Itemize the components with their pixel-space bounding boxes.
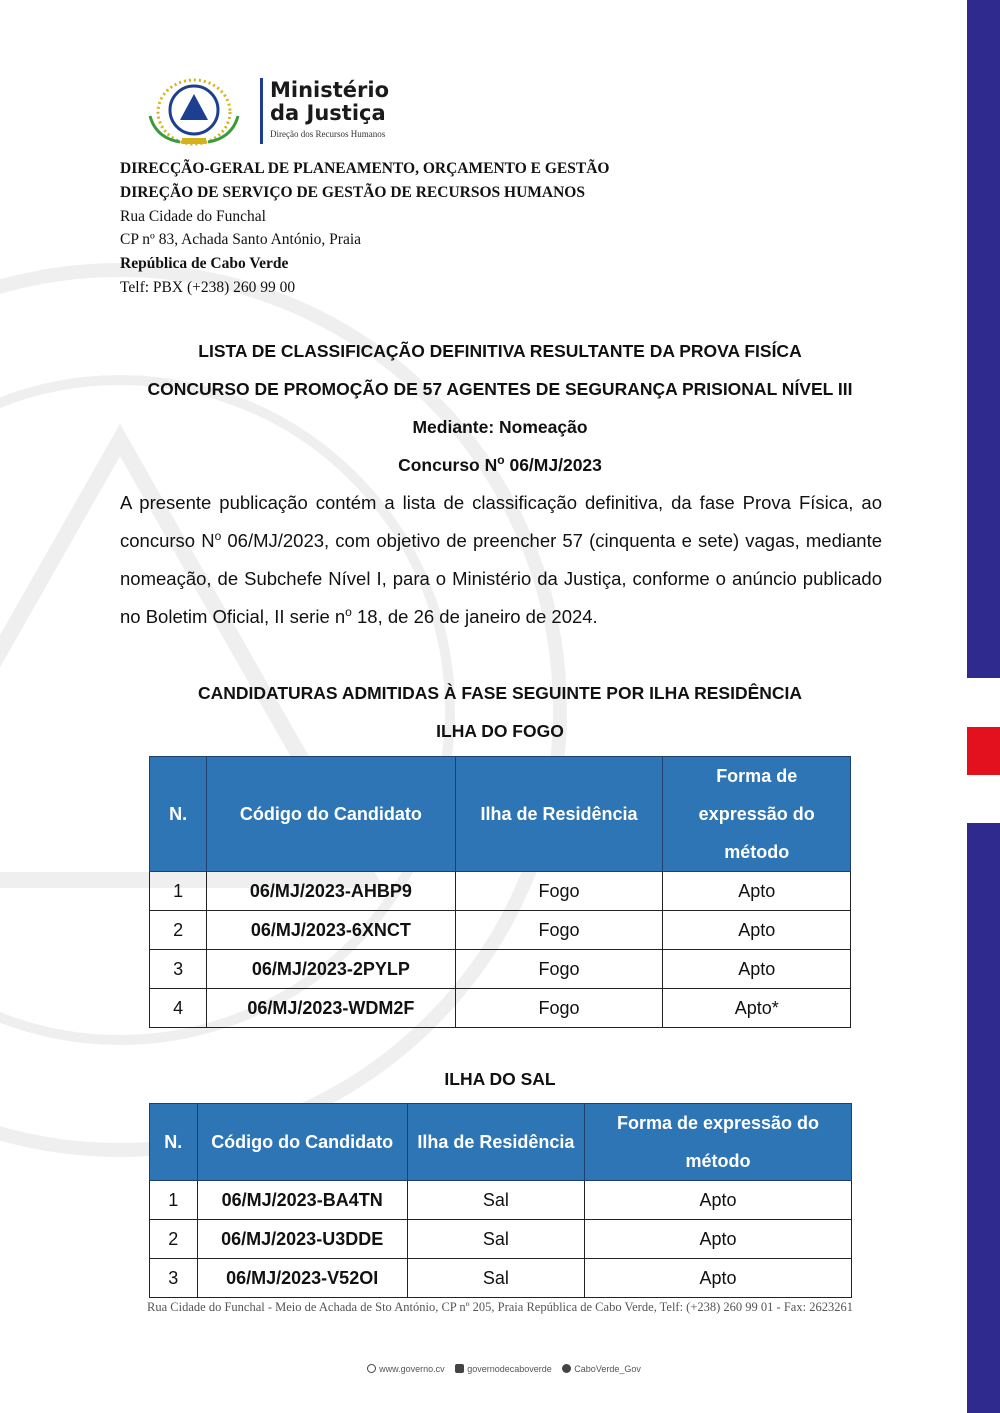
cell-n: 1 [150, 1181, 198, 1220]
social-links [0, 1364, 1000, 1374]
document-subtitle: CONCURSO DE PROMOÇÃO DE 57 AGENTES DE SEGURANÇA PRISIONAL NÍVEL III [147, 379, 853, 399]
cell-code: 06/MJ/2023-AHBP9 [207, 872, 455, 911]
header-code: Código do Candidato [197, 1104, 407, 1181]
address-line: CP nº 83, Achada Santo António, Praia [120, 231, 362, 249]
globe-icon [367, 1364, 376, 1373]
cell-code: 06/MJ/2023-2PYLP [207, 950, 455, 989]
address-block [120, 157, 609, 300]
table-header-row [150, 1104, 852, 1181]
table-row [150, 911, 851, 950]
twitter-link[interactable]: CaboVerde_Gov [574, 1364, 641, 1374]
cell-n: 4 [150, 989, 207, 1028]
header-island: Ilha de Residência [407, 1104, 584, 1181]
cell-n: 3 [150, 950, 207, 989]
table-row [150, 872, 851, 911]
document-mode: Mediante: Nomeação [412, 417, 588, 437]
cell-n: 2 [150, 1220, 198, 1259]
address-line: DIRECÇÃO-GERAL DE PLANEAMENTO, ORÇAMENTO E GESTÃO [120, 160, 610, 177]
intro-paragraph: A presente publicação contém a lista de classificação definitiva, da fase Prova Física, ao concurso $N^o$ 06/MJ/2023, com objetivo de preencher 57 (cinquenta e sete) vagas, mediante nomeação, de Subchefe Nível I, para o Ministério da Justiça, conforme o anúncio publicado no Boletim Oficial, II serie $n^o$ 18, de 26 de janeiro de 2024. [120, 492, 882, 627]
cell-code: 06/MJ/2023-6XNCT [207, 911, 455, 950]
fogo-table [149, 756, 851, 1028]
cell-n: 3 [150, 1259, 198, 1298]
twitter-icon [562, 1364, 571, 1373]
table-header-row [150, 757, 851, 872]
side-bar-blue-top [967, 0, 1000, 678]
cell-result: Apto [663, 911, 851, 950]
ministry-logo [136, 76, 436, 148]
footer-address: Rua Cidade do Funchal - Meio de Achada de Sto António, CP nº 205, Praia República de Cabo Verde, Telf: (+238) 260 99 01 - Fax: 2623261 [147, 1300, 853, 1314]
cell-island: Sal [407, 1181, 584, 1220]
cell-island: Sal [407, 1220, 584, 1259]
logo-title-line1: Ministério [270, 78, 390, 102]
cell-island: Fogo [455, 989, 663, 1028]
cell-n: 2 [150, 911, 207, 950]
table-row [150, 1259, 852, 1298]
contest-number: Concurso $N^o$ 06/MJ/2023 [398, 453, 602, 475]
section-title: CANDIDATURAS ADMITIDAS À FASE SEGUINTE POR ILHA RESIDÊNCIA [197, 683, 803, 703]
address-line: DIREÇÃO DE SERVIÇO DE GESTÃO DE RECURSOS HUMANOS [120, 183, 585, 201]
side-bar-red [967, 727, 1000, 775]
document-title: LISTA DE CLASSIFICAÇÃO DEFINITIVA RESULTANTE DA PROVA FISÍCA [198, 341, 802, 361]
table-row [150, 950, 851, 989]
header-method: Forma de expressão do método [585, 1104, 852, 1181]
sal-table [149, 1103, 852, 1298]
table-row [150, 989, 851, 1028]
cell-result: Apto [663, 950, 851, 989]
cell-result: Apto [585, 1220, 852, 1259]
cell-code: 06/MJ/2023-BA4TN [197, 1181, 407, 1220]
header-n: N. [150, 757, 207, 872]
fogo-title: ILHA DO FOGO [436, 721, 564, 741]
facebook-link[interactable]: governodecaboverde [467, 1364, 552, 1374]
cell-island: Fogo [455, 872, 663, 911]
cell-code: 06/MJ/2023-V52OI [197, 1259, 407, 1298]
cell-island: Fogo [455, 950, 663, 989]
logo-subtitle: Direção dos Recursos Humanos [270, 129, 386, 139]
address-line: Rua Cidade do Funchal [120, 207, 266, 225]
cell-result: Apto [663, 872, 851, 911]
sal-title: ILHA DO SAL [444, 1069, 556, 1089]
table-row [150, 1181, 852, 1220]
header-island: Ilha de Residência [455, 757, 663, 872]
cell-result: Apto [585, 1259, 852, 1298]
side-bar-blue-bottom [967, 823, 1000, 1413]
cell-n: 1 [150, 872, 207, 911]
header-method: Forma de expressão do método [663, 757, 851, 872]
cell-code: 06/MJ/2023-U3DDE [197, 1220, 407, 1259]
cell-result: Apto [585, 1181, 852, 1220]
address-line: República de Cabo Verde [120, 255, 289, 273]
facebook-icon [455, 1364, 464, 1373]
cell-result: Apto* [663, 989, 851, 1028]
website-link[interactable]: www.governo.cv [379, 1364, 445, 1374]
logo-divider [260, 78, 263, 144]
cell-code: 06/MJ/2023-WDM2F [207, 989, 455, 1028]
logo-title-line2: da Justiça [270, 101, 386, 125]
cell-island: Sal [407, 1259, 584, 1298]
address-line: Telf: PBX (+238) 260 99 00 [120, 278, 296, 296]
coat-of-arms-icon [136, 76, 254, 148]
table-row [150, 1220, 852, 1259]
header-n: N. [150, 1104, 198, 1181]
header-code: Código do Candidato [207, 757, 455, 872]
cell-island: Fogo [455, 911, 663, 950]
